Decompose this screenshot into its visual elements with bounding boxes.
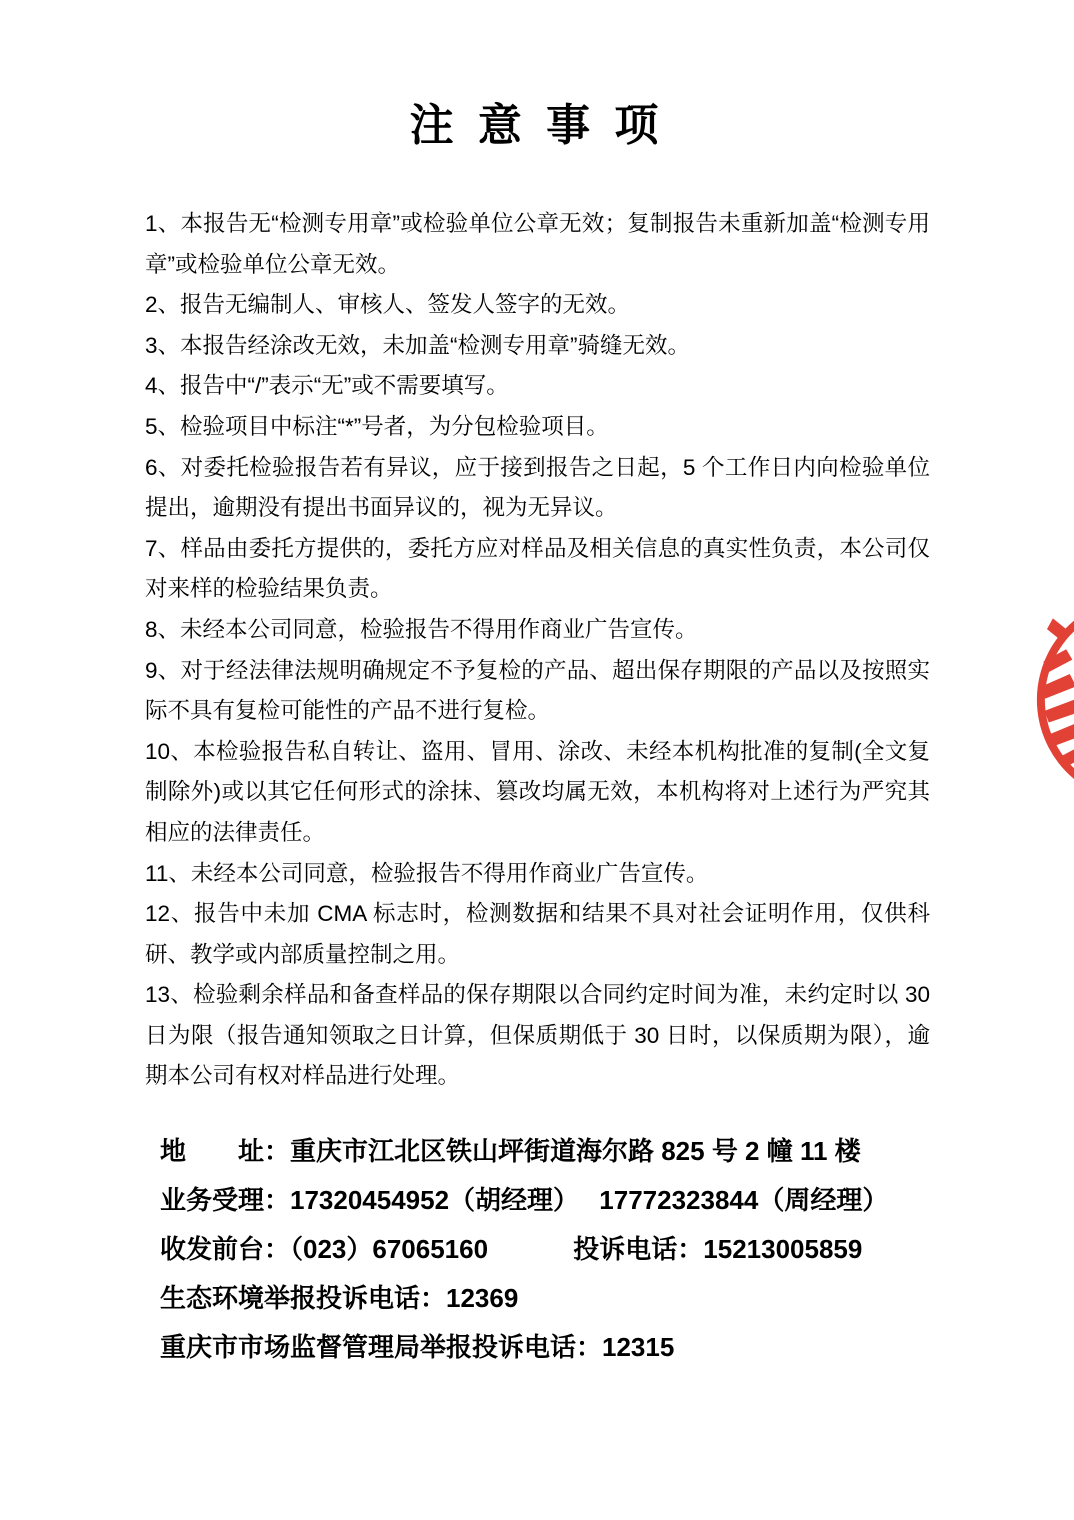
- notice-item-5: 5、检验项目中标注“*”号者，为分包检验项目。: [145, 413, 609, 439]
- notice-item-8: 8、未经本公司同意，检验报告不得用作商业广告宣传。: [145, 616, 698, 642]
- contact-line-business-phones: 业务受理：17320454952（胡经理） 17772323844（周经理）: [160, 1185, 889, 1216]
- contact-line-address: 地 址：重庆市江北区铁山坪街道海尔路 825 号 2 幢 11 楼: [160, 1136, 861, 1167]
- notice-item-2: 2、报告无编制人、审核人、签发人签字的无效。: [145, 292, 631, 318]
- notice-item-10: 10、本检验报告私自转让、盗用、冒用、涂改、未经本机构批准的复制(全文复制除外)或以其它任何形式的涂抹、篡改均属无效，本机构将对上述行为严究其相应的法律责任。: [145, 738, 930, 845]
- contact-line-market-hotline: 重庆市市场监督管理局举报投诉电话：12315: [160, 1332, 675, 1363]
- contact-block: [160, 1127, 954, 1372]
- notice-item-1: 1、本报告无“检测专用章”或检验单位公章无效；复制报告未重新加盖“检测专用章”或检验单位公章无效。: [145, 211, 930, 277]
- notice-item-4: 4、报告中“/”表示“无”或不需要填写。: [145, 373, 509, 399]
- notice-item-6: 6、对委托检验报告若有异议，应于接到报告之日起，5 个工作日内向检验单位提出，逾期没有提出书面异议的，视为无异议。: [145, 454, 930, 521]
- notice-item-9: 9、对于经法律法规明确规定不予复检的产品、超出保存期限的产品以及按照实际不具有复检可能性的产品不进行复检。: [145, 657, 930, 724]
- notice-item-12: 12、报告中未加 CMA 标志时，检测数据和结果不具对社会证明作用，仅供科研、教学或内部质量控制之用。: [145, 901, 930, 967]
- notice-item-11: 11、未经本公司同意，检验报告不得用作商业广告宣传。: [145, 860, 709, 886]
- contact-line-front-desk: 收发前台：（023）67065160 投诉电话：15213005859: [160, 1234, 863, 1265]
- notice-item-13: 13、检验剩余样品和备查样品的保存期限以合同约定时间为准，未约定时以 30 日为限（报告通知领取之日计算，但保质期低于 30 日时，以保质期为限），逾期本公司有权对样品进行处理。: [145, 982, 930, 1089]
- notice-item-7: 7、样品由委托方提供的，委托方应对样品及相关信息的真实性负责，本公司仅对来样的检验结果负责。: [145, 535, 930, 602]
- seal-ring: [1032, 592, 1074, 808]
- red-seal-partial-icon: [1032, 592, 1074, 808]
- notice-item-3: 3、本报告经涂改无效，未加盖“检测专用章”骑缝无效。: [145, 332, 690, 358]
- page-title: 注 意 事 项: [409, 101, 665, 150]
- notice-list: [145, 204, 930, 1097]
- contact-line-eco-hotline: 生态环境举报投诉电话：12369: [160, 1283, 519, 1314]
